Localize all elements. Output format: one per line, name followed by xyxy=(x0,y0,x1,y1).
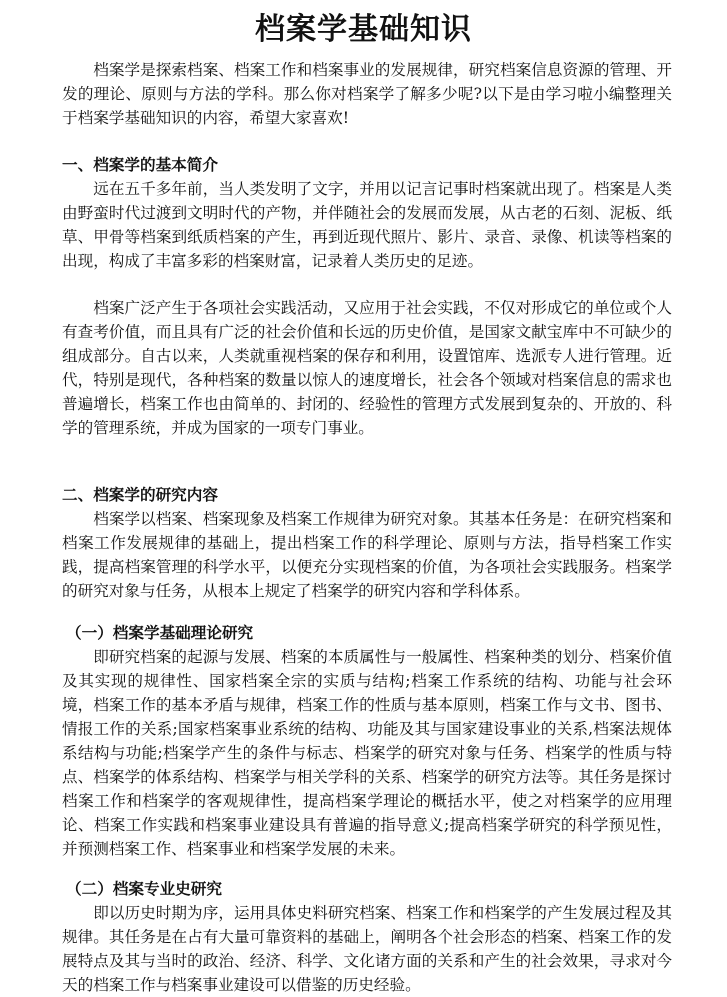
section-heading-2: 二、档案学的研究内容 xyxy=(62,486,218,504)
section-1-paragraph-2: 档案广泛产生于各项社会实践活动，又应用于社会实践，不仅对形成它的单位或个人有查考价值，而且具有广泛的社会价值和长远的历史价值，是国家文献宝库中不可缺少的组成部分。自古以来，人类就重视档案的保存和利用，设置馆库、选派专人进行管理。近代，特别是现代，各种档案的数量以惊人的速度增长，社会各个领域对档案信息的需求也普遍增长，档案工作也由简单的、封闭的、经验性的管理方式发展到复杂的、开放的、科学的管理系统，并成为国家的一项专门事业。 xyxy=(62,299,672,437)
subsection-1-paragraph: 即研究档案的起源与发展、档案的本质属性与一般属性、档案种类的划分、档案价值及其实现的规律性、国家档案全宗的实质与结构;档案工作系统的结构、功能与社会环境，档案工作的基本矛盾与规律，档案工作的性质与基本原则，档案工作与文书、图书、情报工作的关系;国家档案事业系统的结构、功能及其与国家建设事业的关系,档案法规体系结构与功能;档案学产生的条件与标志、档案学的研究对象与任务、档案学的性质与特点、档案学的体系结构、档案学与相关学科的关系、档案学的研究方法等。其任务是探讨档案工作和档案学的客观规律性，提高档案学理论的概括水平，使之对档案学的应用理论、档案工作实践和档案事业建设具有普遍的指导意义;提高档案学研究的科学预见性，并预测档案工作、档案事业和档案学发展的未来。 xyxy=(62,648,672,858)
page-title: 档案学基础知识 xyxy=(255,12,472,47)
section-1-paragraph-1: 远在五千多年前，当人类发明了文字，并用以记言记事时档案就出现了。档案是人类由野蛮时代过渡到文明时代的产物，并伴随社会的发展而发展，从古老的石刻、泥板、纸草、甲骨等档案到纸质档案的产生，再到近现代照片、影片、录音、录像、机读等档案的出现，构成了丰富多彩的档案财富，记录着人类历史的足迹。 xyxy=(62,180,672,270)
section-2-paragraph-1: 档案学以档案、档案现象及档案工作规律为研究对象。其基本任务是：在研究档案和档案工作发展规律的基础上，提出档案工作的科学理论、原则与方法，指导档案工作实践，提高档案管理的科学水平，以便充分实现档案的价值，为各项社会实践服务。档案学的研究对象与任务，从根本上规定了档案学的研究内容和学科体系。 xyxy=(62,510,672,600)
subsection-2-paragraph: 即以历史时期为序，运用具体史料研究档案、档案工作和档案学的产生发展过程及其规律。其任务是在占有大量可靠资料的基础上，阐明各个社会形态的档案、档案工作的发展特点及其与当时的政治、经济、科学、文化诸方面的关系和产生的社会效果，寻求对今天的档案工作与档案事业建设可以借鉴的历史经验。 xyxy=(62,904,672,994)
subsection-heading-2: （二）档案专业史研究 xyxy=(66,880,222,898)
intro-paragraph: 档案学是探索档案、档案工作和档案事业的发展规律，研究档案信息资源的管理、开发的理论、原则与方法的学科。那么你对档案学了解多少呢?以下是由学习啦小编整理关于档案学基础知识的内容，希望大家喜欢! xyxy=(62,61,672,127)
subsection-heading-1: （一）档案学基础理论研究 xyxy=(66,624,254,642)
section-heading-1: 一、档案学的基本简介 xyxy=(62,156,218,174)
